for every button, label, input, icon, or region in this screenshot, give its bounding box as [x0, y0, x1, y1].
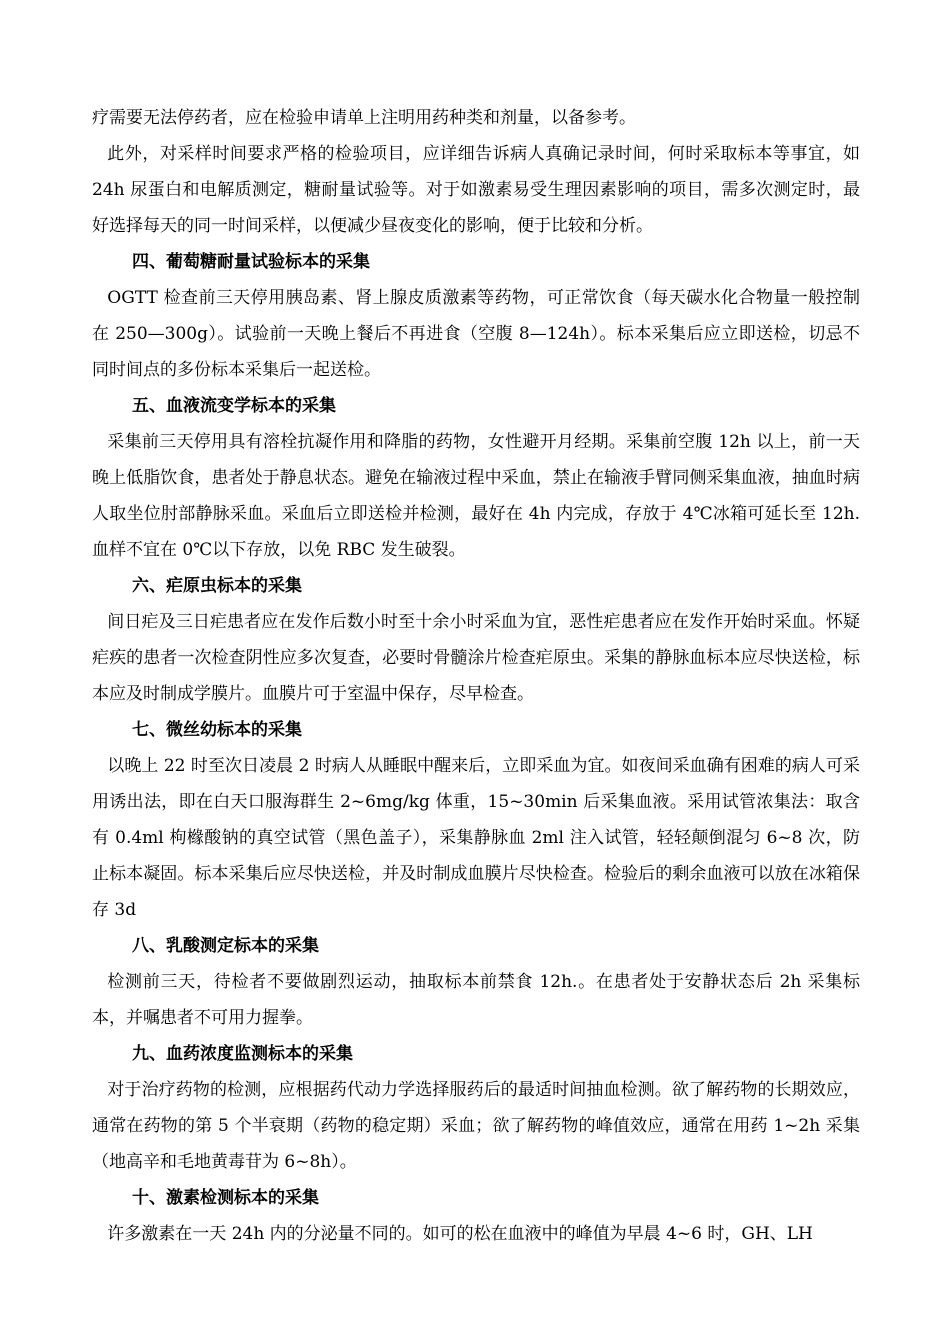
paragraph-microfilaria: 以晚上 22 时至次日凌晨 2 时病人从睡眠中醒来后，立即采血为宜。如夜间采血确有困难的病人可采用诱出法，即在白天口服海群生 2~6mg/kg 体重，15~30min 后采集血液。采用试管浓集法：取含有 0.4ml 枸橼酸钠的真空试管（黑色盖子），采集静脉血 2ml 注入试管，轻轻颠倒混匀 6~8 次，防止标本凝固。标本采集后应尽快送检，并及时制成血膜片尽快检查。检验后的剩余血液可以放在冰箱保存 3d [92, 756, 860, 920]
section-heading-malaria: 六、疟原虫标本的采集 [132, 576, 302, 596]
section-heading-microfilaria: 七、微丝幼标本的采集 [132, 720, 302, 740]
section-heading-hemorheology: 五、血液流变学标本的采集 [132, 396, 336, 416]
section-heading-lactate: 八、乳酸测定标本的采集 [132, 936, 319, 956]
paragraph-continuation: 疗需要无法停药者，应在检验申请单上注明用药种类和剂量，以备参考。 [92, 108, 636, 128]
document-page [92, 100, 860, 1252]
paragraph-malaria: 间日疟及三日疟患者应在发作后数小时至十余小时采血为宜，恶性疟患者应在发作开始时采血。怀疑疟疾的患者一次检查阴性应多次复查，必要时骨髓涂片检查疟原虫。采集的静脉血标本应尽快送检，标本应及时制成学膜片。血膜片可于室温中保存，尽早检查。 [92, 612, 860, 704]
paragraph-hemorheology: 采集前三天停用具有溶栓抗凝作用和降脂的药物，女性避开月经期。采集前空腹 12h 以上，前一天晚上低脂饮食，患者处于静息状态。避免在输液过程中采血，禁止在输液手臂同侧采集血液，抽血时病人取坐位肘部静脉采血。采血后立即送检并检测，最好在 4h 内完成，存放于 4℃冰箱可延长至 12h.血样不宜在 0℃以下存放，以免 RBC 发生破裂。 [92, 432, 860, 560]
paragraph-lactate: 检测前三天，待检者不要做剧烈运动，抽取标本前禁食 12h.。在患者处于安静状态后 2h 采集标本，并嘱患者不可用力握拳。 [92, 972, 860, 1028]
paragraph-hormone: 许多激素在一天 24h 内的分泌量不同的。如可的松在血液中的峰值为早晨 4~6 时，GH、LH [107, 1224, 813, 1244]
section-heading-ogtt: 四、葡萄糖耐量试验标本的采集 [132, 252, 370, 272]
section-heading-hormone: 十、激素检测标本的采集 [132, 1188, 319, 1208]
paragraph-sampling-time: 此外，对采样时间要求严格的检验项目，应详细告诉病人真确记录时间，何时采取标本等事宜，如 24h 尿蛋白和电解质测定，糖耐量试验等。对于如激素易受生理因素影响的项目，需多次测定时，最好选择每天的同一时间采样，以便减少昼夜变化的影响，便于比较和分析。 [92, 144, 860, 236]
paragraph-ogtt: OGTT 检查前三天停用胰岛素、肾上腺皮质激素等药物，可正常饮食（每天碳水化合物量一般控制在 250—300g）。试验前一天晚上餐后不再进食（空腹 8—124h）。标本采集后应立即送检，切忌不同时间点的多份标本采集后一起送检。 [92, 288, 860, 380]
paragraph-drug-monitoring: 对于治疗药物的检测，应根据药代动力学选择服药后的最适时间抽血检测。欲了解药物的长期效应，通常在药物的第 5 个半衰期（药物的稳定期）采血；欲了解药物的峰值效应，通常在用药 1~2h 采集（地高辛和毛地黄毒苷为 6~8h）。 [92, 1080, 860, 1172]
section-heading-drug-monitoring: 九、血药浓度监测标本的采集 [132, 1044, 353, 1064]
